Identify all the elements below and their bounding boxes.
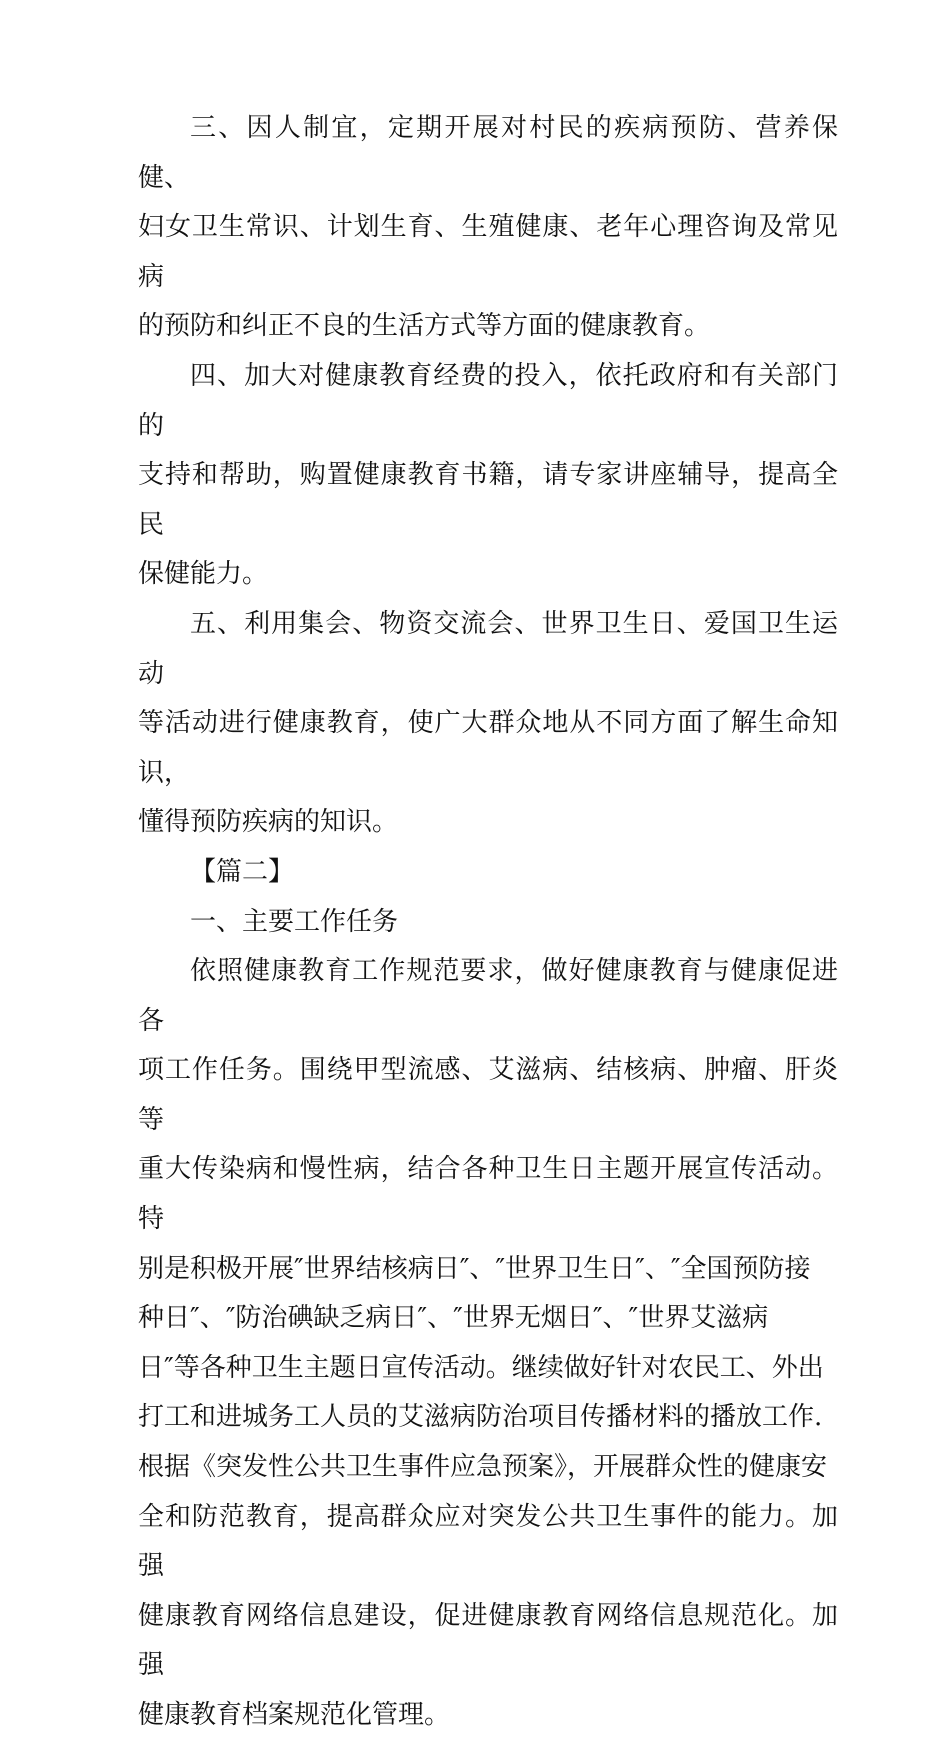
document-body	[138, 104, 838, 1741]
paragraph-point-five: 五、利用集会、物资交流会、世界卫生日、爱国卫生运动 等活动进行健康教育，使广大群众地从不同方面了解生命知识， 懂得预防疾病的知识。	[138, 608, 838, 838]
paragraph-point-four: 四、加大对健康教育经费的投入，依托政府和有关部门的 支持和帮助，购置健康教育书籍，请专家讲座辅导，提高全民 保健能力。	[138, 360, 838, 590]
section-heading-part-two: 【篇二】	[190, 856, 295, 887]
subheading-main-tasks: 一、主要工作任务	[190, 906, 399, 937]
paragraph-point-three: 三、因人制宜，定期开展对村民的疾病预防、营养保健、 妇女卫生常识、计划生育、生殖健康、老年心理咨询及常见病 的预防和纠正不良的生活方式等方面的健康教育。	[138, 113, 838, 342]
paragraph-main-tasks-body: 依照健康教育工作规范要求，做好健康教育与健康促进各 项工作任务。围绕甲型流感、艾滋病、结核病、肿瘤、肝炎等 重大传染病和慢性病，结合各种卫生日主题开展宣传活动。特 别是积极开展″世界结核病日″、″世界卫生日″、″全国预防接 种日″、″防治碘缺乏病日″、″世界无烟日″、″世界艾滋病 日″等各种卫生主题日宣传活动。继续做好针对农民工、外出 打工和进城务工人员的艾滋病防治项目传播材料的播放工作. 根据《突发性公共卫生事件应急预案》，开展群众性的健康安 全和防范教育，提高群众应对突发公共卫生事件的能力。加强 健康教育网络信息建设，促进健康教育网络信息规范化。加强 健康教育档案规范化管理。	[138, 956, 838, 1730]
